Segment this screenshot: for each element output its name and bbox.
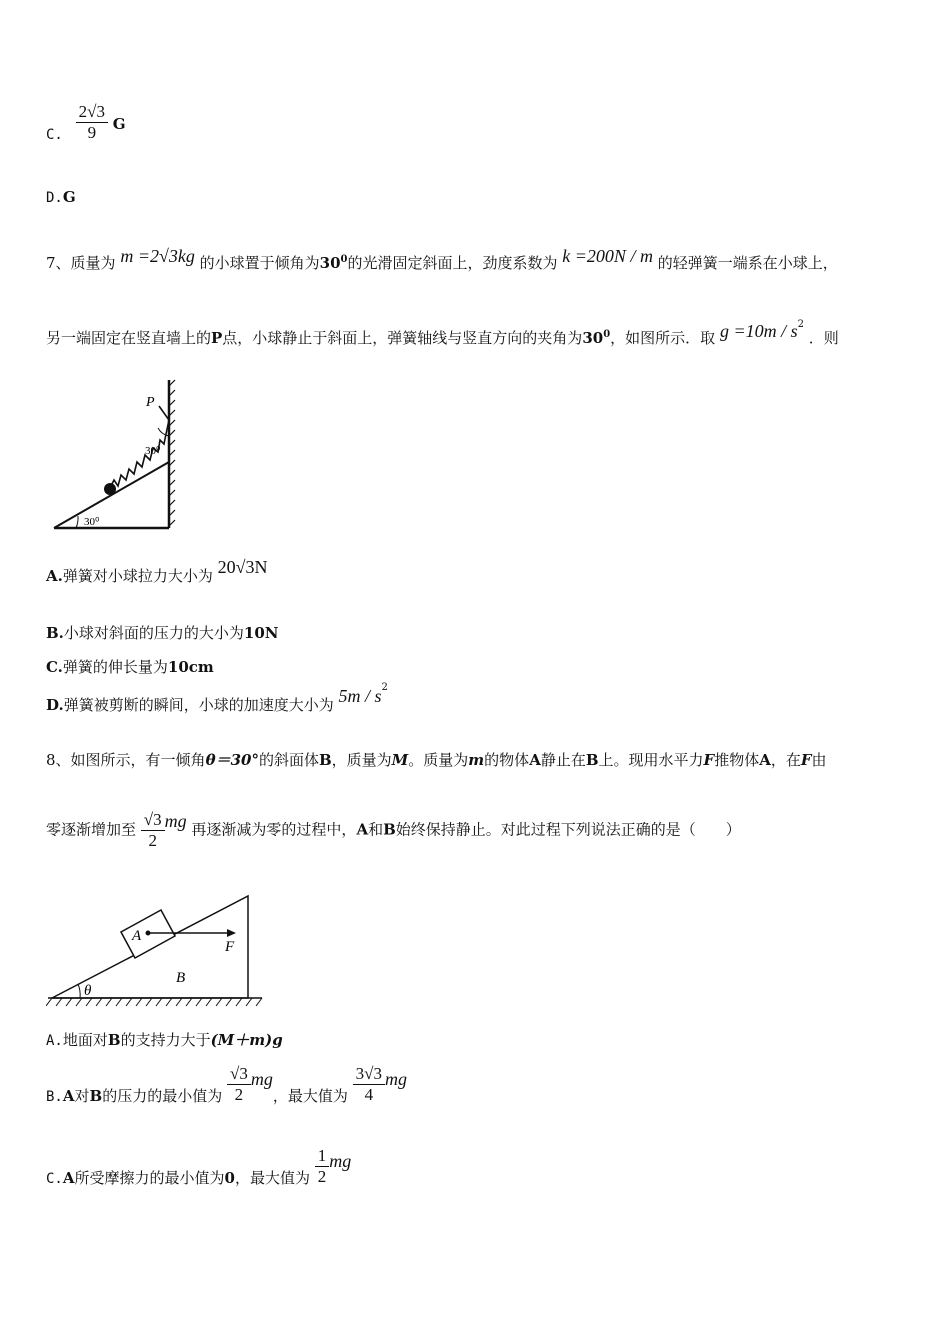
q7-figure (48, 376, 188, 536)
label-a: A (132, 928, 142, 944)
q7-line-2: 另一端固定在竖直墙上的P点，小球静止于斜面上，弹簧轴线与竖直方向的夹角为$30^0$，如图所示．取 $g =10m / s^2$ ．则 (46, 319, 839, 347)
question-number: 7、 (46, 254, 71, 272)
option-value: 5m / s (338, 686, 382, 706)
gravity-formula: g =10m / s (719, 321, 798, 341)
q8-option-b: B.A对B的压力的最小值为 $\frac{√3}{2}$ mg，最大值为 $\frac{3√3}{4}$ mg (46, 1064, 407, 1105)
q7-option-a: A.弹簧对小球拉力大小为 20√3N (46, 557, 268, 585)
option-value: 20√3N (217, 557, 268, 577)
q7-option-c: C.弹簧的伸长量为10cm (46, 658, 214, 676)
label-angle-wall: 30⁰ (145, 445, 161, 457)
option-label: D. (46, 190, 63, 206)
mass-formula: m =2√3kg (120, 246, 195, 266)
fraction: $\frac{2√3}{9}$ (76, 102, 108, 143)
label-b: B (176, 970, 186, 986)
fraction: $\frac{√3}{2}$ (141, 810, 165, 851)
q8-figure (46, 890, 266, 1010)
q7-option-b: B.小球对斜面的压力的大小为10N (46, 624, 279, 642)
option-label: C. (46, 126, 63, 143)
q7-line-1: 7、质量为 m =2√3kg 的小球置于倾角为$30^0$的光滑固定斜面上，劲度系数为 k =200N / m 的轻弹簧一端系在小球上， (46, 246, 838, 272)
fraction: $\frac{3√3}{4}$ (353, 1064, 385, 1105)
ball (104, 483, 116, 495)
q7-option-d: D.弹簧被剪断的瞬间，小球的加速度大小为 $5m / s^2$ (46, 682, 388, 714)
label-angle-slope: 30⁰ (84, 516, 100, 528)
label-theta: θ (84, 983, 92, 999)
question-number: 8、 (46, 751, 71, 769)
fraction: $\frac{√3}{2}$ (227, 1064, 251, 1105)
fraction: $\frac{1}{2}$ (315, 1146, 330, 1187)
label-p: P (146, 395, 155, 410)
q8-line-1: 8、如图所示，有一倾角θ＝30°的斜面体B，质量为M。质量为m的物体A静止在B上。现用水平力F推物体A，在F由 (46, 751, 827, 769)
q6-option-d: D.G (46, 188, 76, 206)
unit: G (112, 114, 126, 133)
q8-line-2: 零逐渐增加至 $\frac{√3}{2}$ mg 再逐渐减为零的过程中，A和B始终保持静止。对此过程下列说法正确的是（ ） (46, 810, 741, 850)
label-f: F (225, 939, 235, 955)
q8-option-c: C.A所受摩擦力的最小值为0，最大值为 $\frac{1}{2}$ mg (46, 1146, 352, 1187)
q8-option-a: A.地面对B的支持力大于(M＋m)g (46, 1031, 283, 1049)
q6-option-c (46, 102, 126, 143)
spring-constant: k =200N / m (562, 246, 653, 266)
